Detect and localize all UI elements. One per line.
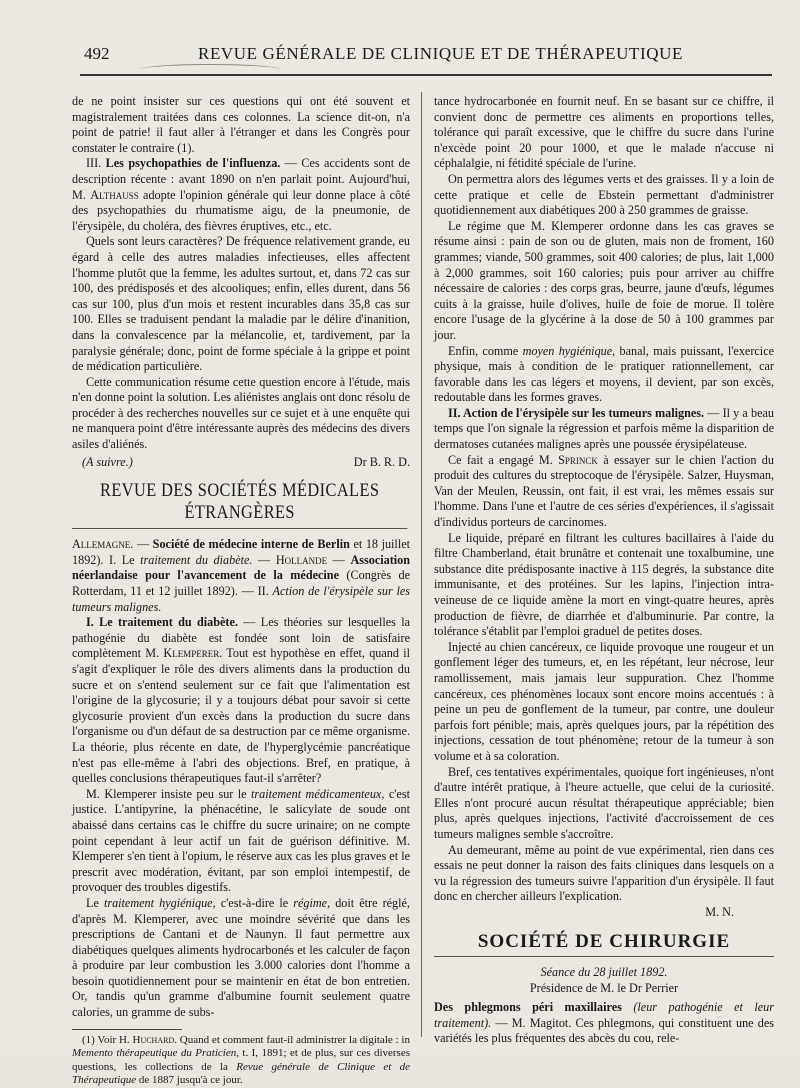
seance-date: Séance du 28 juillet 1892. bbox=[540, 965, 668, 980]
item-heading: II. Action de l'érysipèle sur les tumeurs malignes. bbox=[448, 405, 705, 420]
text-run: (Congrès de Rotterdam, 11 et 12 juillet 1892). — II. bbox=[72, 568, 410, 599]
paragraph-erysipele bbox=[434, 406, 774, 453]
item-heading: Les psychopathies de l'influenza. bbox=[105, 156, 281, 171]
citation: Revue générale de Clinique et de Thérapeutique bbox=[72, 1060, 410, 1087]
paragraph: tance hydrocarbonée en fournit neuf. En se basant sur ce chiffre, il convient donc de permettre ces aliments en proportions telles, tolérance qui paraît excessive, que le chiffre du sucre dans l'urine n'excède point 20 pour 1000, et que le malade n'accuse ni céphalalgie, ni fétidité spéciale de l'urine. bbox=[434, 94, 774, 171]
paragraph: Cette communication résume cette question encore à l'étude, mais n'en donne point la solution. Les aliénistes anglais ont donc résolu de procéder à des recherches nouvelles sur ce sujet et à une enquête qui ne manquera point d'être intéressante auprès des médecins des divers asiles d'aliénés. bbox=[72, 374, 410, 452]
topic: traitement du diabète. bbox=[140, 552, 253, 567]
paragraph bbox=[434, 453, 774, 531]
footnote-rule bbox=[72, 1029, 182, 1030]
paragraph: On permettra alors des légumes verts et des graisses. Il y a loin de cette pratique et celle de Ebstein permettant d'administrer quotidiennement aux diabétiques 200 à 250 grammes de graisse. bbox=[434, 171, 774, 218]
text-run: , t. I, 1891; et de plus, sur ces diverses questions, les collections de la bbox=[72, 1047, 410, 1073]
text-run: Le bbox=[86, 895, 104, 910]
paragraph-psychopathies bbox=[72, 156, 410, 234]
paragraph: Le liquide, préparé en filtrant les cultures bacillaires à l'aide du filtre Chamberland, était brunâtre et contenait une toxalbumine, une substance dite prédisposante inactive à 115 degrés, la substance dite immunisante, et des protéines. Sur les lapins, l'injection intra-veineuse de ce liquide amène la mort en vingt-quatre heures, après production de fièvre, de diarrhée et d'albuminurie. Par contre, la tolérance s'établit par l'emploi graduel de petites doses. bbox=[434, 530, 774, 639]
text-run: — bbox=[327, 552, 351, 567]
text-run: — Les théories sur lesquelles la pathogénie du diabète est fondée sont loin de satisfaire complètement M. bbox=[72, 615, 410, 661]
author-name: Huchard bbox=[132, 1033, 175, 1046]
text-run: adopte l'opinion générale qui leur donne place à côté des psychopathies du rhumatisme aigu, de la pneumonie, de l'érysipèle, du choléra, des fièvres éruptives, etc., etc. bbox=[72, 187, 410, 233]
header-rule bbox=[80, 74, 772, 76]
society-name: Association néerlandaise pour l'avancement de la médecine bbox=[72, 552, 411, 583]
page-number: 492 bbox=[84, 44, 110, 63]
emphasis: traitement hygiénique, bbox=[103, 895, 216, 910]
a-suivre: (A suivre.) bbox=[82, 454, 133, 469]
paragraph: Bref, ces tentatives expérimentales, quoique fort ingénieuses, n'ont d'autre intérêt pratique, à l'heure actuelle, que celui de la curiosité. Elles n'ont procuré aucun résultat thérapeutique appréciable; bien plus, après quelques injections, l'activité d'accroissement de ces tumeurs malignes semble s'accroître. bbox=[434, 764, 774, 841]
emphasis: régime, bbox=[293, 895, 331, 910]
signature: M. N. bbox=[705, 904, 734, 919]
presidence: Présidence de M. le Dr Perrier bbox=[529, 980, 679, 995]
text-run: — Il y a beau temps que l'on signale la régression et parfois même la disparition de dermatoses cutanées malignes après une poussée érysipélateuse. bbox=[434, 405, 774, 452]
topic: Action de l'érysipèle sur les tumeurs malignes. bbox=[72, 584, 410, 614]
author-name: Klemperer bbox=[163, 646, 220, 661]
text-run: Ce fait a engagé M. bbox=[448, 452, 559, 467]
author-name: Sprinck bbox=[558, 452, 598, 467]
signature-row bbox=[82, 455, 410, 471]
text-run: c'est-à-dire le bbox=[215, 895, 294, 910]
running-head: REVUE GÉNÉRALE DE CLINIQUE ET DE THÉRAPEUTIQUE bbox=[198, 44, 683, 63]
column-rule bbox=[421, 92, 422, 1037]
item-heading: Des phlegmons péri maxillaires bbox=[434, 1000, 622, 1015]
country-label: Hollande bbox=[275, 552, 328, 567]
text-run: — M. Magitot. Ces phlegmons, qui constituent une des variétés les plus fréquentes des abcès du cou, rele- bbox=[434, 1015, 774, 1046]
left-column bbox=[72, 94, 410, 1088]
section-title: REVUE DES SOCIÉTÉS MÉDICALES ÉTRANGÈRES bbox=[72, 480, 407, 529]
society-name: Société de médecine interne de Berlin bbox=[152, 537, 350, 552]
society-title: SOCIÉTÉ DE CHIRURGIE bbox=[434, 934, 774, 957]
paragraph-diabete bbox=[72, 615, 410, 787]
signature: Dr B. R. D. bbox=[353, 454, 410, 469]
text-run: banal, mais puissant, l'exercice physique, mais à condition de le pratiquer rationnellement, car favorable dans les cas légers et moyens, il devient, par son excès, redoutable dans les formes graves. bbox=[434, 343, 775, 405]
section-summary: Allemagne. — Société de médecine interne de Berlin et 18 juillet 1892). I. Le traitement du diabète. — Hollande — Association néerlandaise pour l'avancement de la médecine (Congrès de Rotterdam, 11 et 12 juillet 1892). — II. Action de l'érysipèle sur les tumeurs malignes. bbox=[72, 537, 411, 614]
footnote bbox=[72, 1034, 410, 1088]
right-column bbox=[434, 94, 774, 1047]
paragraph bbox=[434, 344, 774, 406]
country-label: Allemagne. bbox=[72, 537, 134, 552]
paragraph bbox=[72, 896, 410, 1021]
paragraph: Le régime que M. Klemperer ordonne dans les cas graves se résume ainsi : pain de son ou de gluten, mais non de froment, 160 grammes; viande, 500 grammes, soit 400 calories; de plus, lait 1,000 à 2,000 grammes, soit 160 calories; puis pour arriver au chiffre nécessaire de calories : des corps gras, beurre, jaune d'œufs, légumes cuits à la graisse, huile d'olives, huile de foie de morue. Il tolère encore l'usage de la glycérine à la dose de 50 à 100 grammes par jour. bbox=[434, 218, 774, 342]
paragraph-phlegmons bbox=[434, 1000, 774, 1047]
author-name: Althauss bbox=[90, 187, 139, 202]
text-run: c'est justice. L'antipyrine, la phénacétine, le salicylate de soude ont abaissé dans certains cas le chiffre du sucre urinaire; on ne compte point cependant à leur actif un fait de guérison définitive. M. Klemperer s'en tient à l'opium, le réserve aux cas les plus graves et le prescrit avec modération, évitant, par son emploi intempestif, de provoquer des troubles digestifs. bbox=[72, 786, 410, 895]
emphasis: moyen hygiénique, bbox=[522, 343, 616, 358]
text-run: . Quand et comment faut-il administrer la digitale : in bbox=[174, 1033, 410, 1046]
text-run: et 18 juillet 1892). I. Le bbox=[72, 537, 411, 567]
text-run: . Tout est hypothèse en effet, quand il s'agit d'expliquer le rôle des divers aliments dans la production du sucre et on s'entend seulement sur ce fait que l'alimentation est l'origine de la glycosurie; il y a toujours débat pour savoir si cette glycosurie provient d'un excès dans la production du sucre dans l'organisme ou d'un défaut de sa destruction par ce même organisme. La théorie, plus récente en date, de l'hyperglycémie pancréatique n'est pas elle-même à l'abri des objections. Bref, en pratique, à quelles conclusions thérapeutiques faut-il s'arrêter? bbox=[72, 646, 410, 786]
paragraph: de ne point insister sur ces questions qui ont été souvent et magistralement traitées dans ces colonnes. La science dit-on, n'a point de patrie! il faut aller à l'étranger et dans les Congrès pour constater le contraire (1). bbox=[72, 94, 410, 155]
text-run: doit être réglé, d'après M. Klemperer, avec une moindre sévérité que dans les prescriptions de Cantani et de Naunyn. Il faut permettre aux diabétiques quelques aliments hydrocarbonés et les calculer de façon à produire par leur combustion les 3.000 calories dont l'homme a besoin quotidiennement pour se maintenir en état de bon entretien. Or, tandis qu'un gramme d'albumine fournit seulement quatre calories, un gramme de subs- bbox=[72, 895, 410, 1020]
text-run: M. Klemperer insiste peu sur le bbox=[86, 786, 252, 801]
text-run: — bbox=[252, 552, 276, 567]
text-run: à essayer sur le chien l'action du produit des cultures du streptocoque de l'érysipèle. Salzer, Huysman, Van der Meulen, Reussin, ont fait, il est vrai, les mêmes essais sur l'homme. Dans l'une et l'autre de ces séries d'expériences, il s'agissait d'individus porteurs de carcinomes. bbox=[434, 452, 774, 530]
paragraph: Quels sont leurs caractères? De fréquence relativement grande, eu égard à celle des autres maladies infectieuses, elles affectent l'homme plutôt que la femme, les adultes surtout, et, dans 72 cas sur 100, des prédisposés et des alcooliques; enfin, elles durent, dans 56 cas sur 100, plus d'un mois et restent incurables dans 35,8 cas sur 100. Elles se traduisent pendant la maladie par le délire d'inanition, dans la convalescence par la mélancolie, et, tardivement, par la paralysie générale; donc, point de forme spéciale à la grippe et point de médication particulière. bbox=[72, 234, 410, 374]
citation: Memento thérapeutique du Praticien bbox=[72, 1047, 237, 1060]
text-run: de 1887 jusqu'à ce jour. bbox=[136, 1074, 243, 1087]
text-run: Enfin, comme bbox=[448, 343, 523, 358]
emphasis: traitement médicamenteux, bbox=[251, 786, 385, 801]
text-run: — Ces accidents sont de description récente : avant 1890 on n'en parlait point. Aujourd'hui, M. bbox=[72, 156, 410, 202]
item-number: III. bbox=[86, 156, 102, 171]
emphasis: (leur pathogénie et leur traitement). bbox=[434, 1000, 775, 1030]
page-header bbox=[70, 44, 772, 66]
paragraph: Injecté au chien cancéreux, ce liquide provoque une rougeur et un gonflement léger des tumeurs, et, en les répétant, leur nécrose, leur ramollissement, mais jamais leur suppuration. Chez l'homme cancéreux, ces phénomènes locaux sont encore moins accentués : à peine un peu de gonflement de la tumeur, par contre, une douleur parfois fort pénible; mais, après quelques jours, par la répétition des injections, cessation de tout phénomène; retour de la tumeur à son volume et à sa coloration. bbox=[434, 639, 774, 763]
text-run: (1) Voir H. bbox=[82, 1033, 133, 1046]
item-heading: I. Le traitement du diabète. bbox=[86, 615, 238, 630]
paragraph: Au demeurant, même au point de vue expérimental, rien dans ces essais ne peut donner la raison des faits cliniques dans lesquels on a vu la régression des tumeurs suivre l'apparition d'un érysipèle. Il faut donc en chercher ailleurs l'explication. bbox=[434, 842, 774, 904]
paragraph bbox=[72, 787, 410, 896]
